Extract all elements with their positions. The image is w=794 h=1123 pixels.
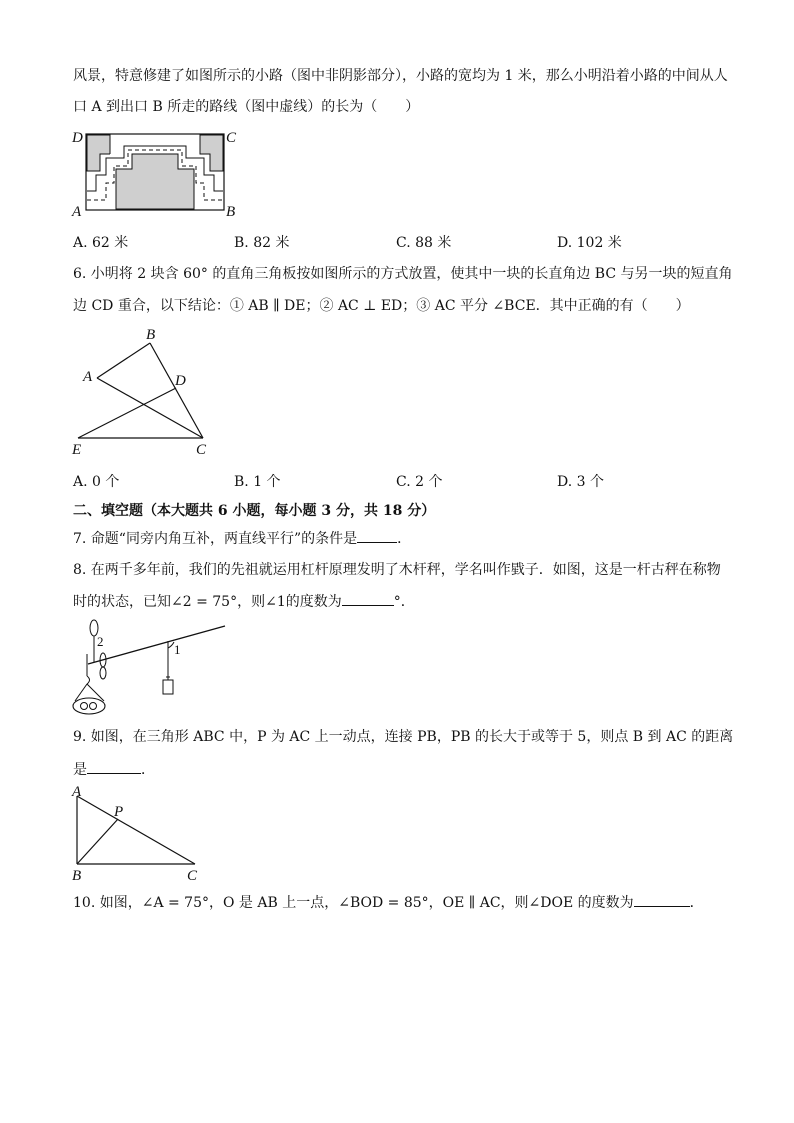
q10-text [73,892,704,913]
q9-text-before: 是 [73,762,87,778]
q10-text-after: ． [689,895,704,911]
q6-label-C: C [196,442,207,458]
q7-text-after: ． [397,531,412,547]
q6-label-A: A [83,369,93,385]
q8-text-before: 时的状态，已知∠2 = 75°，则∠1的度数为 [73,594,342,610]
q5-text-line2: 口 A 到出口 B 所走的路线（图中虚线）的长为（ ） [73,99,420,115]
q6-text-line1: 6. 小明将 2 块含 60° 的直角三角板按如图所示的方式放置，使其中一块的长直角边 BC 与另一块的短直角 [73,266,733,282]
q5-option-c: C. 88 米 [396,235,452,251]
q5-option-a: A. 62 米 [73,235,129,251]
q10-answer-blank[interactable] [634,892,690,907]
q7-answer-blank[interactable] [357,528,397,543]
q5-option-d: D. 102 米 [557,235,622,251]
q6-option-c: C. 2 个 [396,474,443,490]
q9-text-after: ． [141,762,155,778]
q8-text-after: °． [393,594,415,610]
q5-label-A: A [72,204,82,220]
q5-label-B: B [226,204,236,220]
q9-label-A: A [72,784,82,800]
q6-option-d: D. 3 个 [557,474,604,490]
q8-label-angle-1: 1 [174,642,181,657]
q8-label-angle-2: 2 [97,634,104,649]
q5-label-C: C [226,130,237,146]
q7-text [73,528,411,549]
q6-text-line2: 边 CD 重合，以下结论：① AB ∥ DE；② AC ⊥ ED；③ AC 平分 ∠BCE．其中正确的有（ ） [73,298,690,314]
q10-text-before: 10. 如图，∠A = 75°，O 是 AB 上一点，∠BOD = 85°，OE ∥ AC，则∠DOE 的度数为 [73,895,634,911]
q9-label-B: B [72,868,82,884]
q9-triangle-figure [70,784,205,884]
q9-answer-blank[interactable] [87,759,141,774]
q8-steelyard-figure [70,618,230,720]
q8-answer-blank[interactable] [342,591,394,606]
q6-label-D: D [175,373,186,389]
q9-text-line2 [73,759,155,780]
q6-option-a: A. 0 个 [73,474,120,490]
q9-text-line1: 9. 如图，在三角形 ABC 中，P 为 AC 上一动点，连接 PB，PB 的长大于或等于 5，则点 B 到 AC 的距离 [73,729,734,745]
q8-text-line2 [73,591,415,612]
q6-label-E: E [72,442,82,458]
q8-text-line1: 8. 在两千多年前，我们的先祖就运用杠杆原理发明了木杆秤，学名叫作戥子．如图，这是一杆古秤在称物 [73,562,721,578]
q7-text-before: 7. 命题“同旁内角互补，两直线平行”的条件是 [73,531,358,547]
section-2-heading: 二、填空题（本大题共 6 小题，每小题 3 分，共 18 分） [73,503,436,519]
q5-option-b: B. 82 米 [234,235,290,251]
q9-label-P: P [114,804,124,820]
q5-label-D: D [72,130,83,146]
q9-label-C: C [187,868,198,884]
q6-label-B: B [146,327,156,343]
q5-path-figure [70,128,245,220]
q5-text-line1: 风景，特意修建了如图所示的小路（图中非阴影部分），小路的宽均为 1 米，那么小明沿着小路的中间从人 [73,68,728,84]
q6-option-b: B. 1 个 [234,474,281,490]
q6-triangles-figure [70,328,220,458]
